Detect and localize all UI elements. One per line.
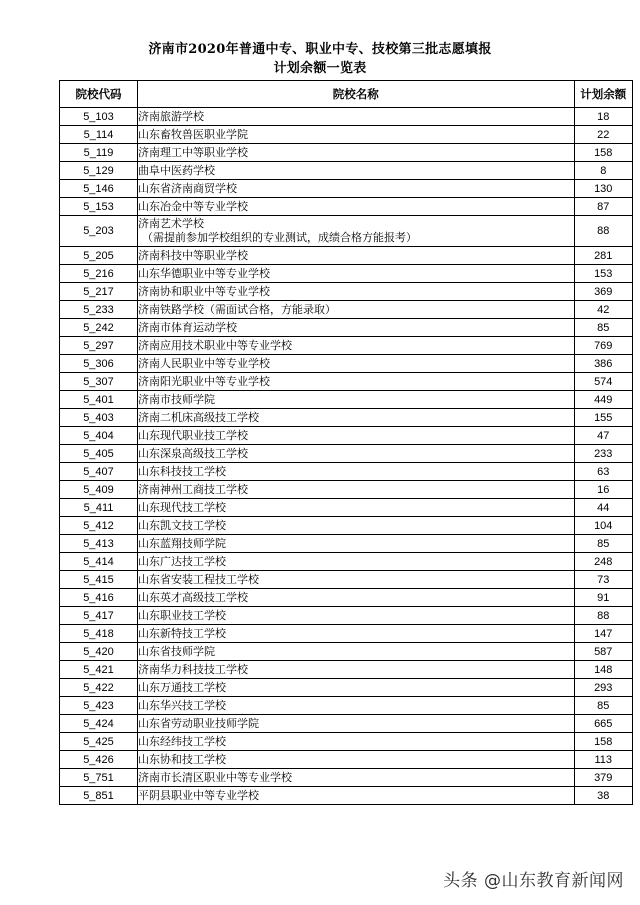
table-row [60, 283, 633, 301]
quota-cell: 88 [574, 607, 633, 625]
school-name-cell [137, 499, 574, 517]
table-row [60, 751, 633, 769]
quota-cell: 87 [574, 198, 633, 216]
table-body [60, 108, 633, 805]
school-code-cell: 5_233 [60, 301, 138, 319]
table-row [60, 787, 633, 805]
school-code-cell: 5_412 [60, 517, 138, 535]
school-name: 山东畜牧兽医职业学院 [137, 127, 248, 141]
school-name-cell [137, 679, 574, 697]
quota-cell: 386 [574, 355, 633, 373]
school-name: 济南科技中等职业学校 [137, 248, 248, 262]
school-name-cell [137, 427, 574, 445]
school-name: 山东省劳动职业技师学院 [137, 716, 259, 730]
school-name-cell [137, 247, 574, 265]
column-header-code: 院校代码 [60, 81, 138, 108]
school-name: 济南神州工商技工学校 [137, 482, 248, 496]
table-row [60, 162, 633, 180]
quota-cell: 47 [574, 427, 633, 445]
quota-cell: 158 [574, 144, 633, 162]
school-code-cell: 5_146 [60, 180, 138, 198]
school-name: 山东凯文技工学校 [137, 518, 226, 532]
table-row [60, 337, 633, 355]
school-code-cell: 5_307 [60, 373, 138, 391]
school-name-cell [137, 180, 574, 198]
quota-cell: 233 [574, 445, 633, 463]
quota-cell: 449 [574, 391, 633, 409]
quota-cell: 153 [574, 265, 633, 283]
school-name: 山东冶金中等专业学校 [137, 199, 248, 213]
table-row [60, 607, 633, 625]
school-code-cell: 5_205 [60, 247, 138, 265]
table-row [60, 571, 633, 589]
school-name-cell [137, 463, 574, 481]
school-name: 山东万通技工学校 [137, 680, 226, 694]
table-row [60, 265, 633, 283]
school-name: 山东广达技工学校 [137, 554, 226, 568]
watermark: 头条 @山东教育新闻网 [443, 871, 624, 891]
school-name: 山东科技技工学校 [137, 464, 226, 478]
school-name-cell [137, 144, 574, 162]
table-row [60, 679, 633, 697]
quota-cell: 73 [574, 571, 633, 589]
school-name: 济南人民职业中等专业学校 [137, 356, 270, 370]
school-name-cell [137, 697, 574, 715]
school-code-cell: 5_403 [60, 409, 138, 427]
table-row [60, 769, 633, 787]
school-name: 济南旅游学校 [137, 109, 204, 123]
school-code-cell: 5_421 [60, 661, 138, 679]
school-name-cell [137, 319, 574, 337]
school-name-cell [137, 643, 574, 661]
school-code-cell: 5_411 [60, 499, 138, 517]
quota-cell: 38 [574, 787, 633, 805]
quota-cell: 587 [574, 643, 633, 661]
school-name-cell [137, 409, 574, 427]
quota-cell: 8 [574, 162, 633, 180]
school-name-cell [137, 571, 574, 589]
school-code-cell: 5_416 [60, 589, 138, 607]
table-row [60, 589, 633, 607]
quota-cell: 158 [574, 733, 633, 751]
page-title: 济南市2020年普通中专、职业中专、技校第三批志愿填报 [148, 42, 492, 57]
school-note: （需提前参加学校组织的专业测试，成绩合格方能报考） [141, 231, 417, 244]
table-row [60, 247, 633, 265]
table-row [60, 535, 633, 553]
quota-cell: 293 [574, 679, 633, 697]
quota-cell: 85 [574, 319, 633, 337]
school-name: 山东新特技工学校 [137, 626, 226, 640]
school-code-cell: 5_425 [60, 733, 138, 751]
table-row [60, 625, 633, 643]
table-row [60, 661, 633, 679]
school-name: 济南市长清区职业中等专业学校 [137, 770, 292, 784]
school-name: 济南艺术学校 [137, 217, 204, 230]
quota-cell: 147 [574, 625, 633, 643]
school-code-cell: 5_203 [60, 216, 138, 247]
school-code-cell: 5_417 [60, 607, 138, 625]
school-name: 济南阳光职业中等专业学校 [137, 374, 270, 388]
quota-cell: 665 [574, 715, 633, 733]
quota-cell: 379 [574, 769, 633, 787]
table-row [60, 319, 633, 337]
school-name: 济南应用技术职业中等专业学校 [137, 338, 292, 352]
school-code-cell: 5_413 [60, 535, 138, 553]
school-name-cell [137, 481, 574, 499]
column-header-quota: 计划余额 [574, 81, 633, 108]
school-name-cell [137, 733, 574, 751]
school-name: 济南二机床高级技工学校 [137, 410, 259, 424]
quota-cell: 16 [574, 481, 633, 499]
school-name: 济南理工中等职业学校 [137, 145, 248, 159]
school-code-cell: 5_423 [60, 697, 138, 715]
quota-cell: 88 [574, 216, 633, 247]
quota-cell: 248 [574, 553, 633, 571]
school-name: 山东省技师学院 [137, 644, 215, 658]
school-code-cell: 5_426 [60, 751, 138, 769]
school-code-cell: 5_422 [60, 679, 138, 697]
school-code-cell: 5_242 [60, 319, 138, 337]
school-code-cell: 5_418 [60, 625, 138, 643]
quota-cell: 104 [574, 517, 633, 535]
school-name-cell [137, 301, 574, 319]
table-row [60, 216, 633, 247]
school-code-cell: 5_129 [60, 162, 138, 180]
quota-cell: 769 [574, 337, 633, 355]
table-row [60, 499, 633, 517]
school-name-cell [137, 391, 574, 409]
table-row [60, 301, 633, 319]
table-row [60, 144, 633, 162]
quota-cell: 42 [574, 301, 633, 319]
quota-cell: 148 [574, 661, 633, 679]
school-code-cell: 5_306 [60, 355, 138, 373]
school-name-cell [137, 445, 574, 463]
quota-cell: 44 [574, 499, 633, 517]
school-name-cell [137, 517, 574, 535]
school-name: 平阴县职业中等专业学校 [137, 788, 259, 802]
school-code-cell: 5_424 [60, 715, 138, 733]
school-code-cell: 5_153 [60, 198, 138, 216]
school-name: 山东英才高级技工学校 [137, 590, 248, 604]
school-name: 山东省安装工程技工学校 [137, 572, 259, 586]
school-code-cell: 5_851 [60, 787, 138, 805]
table-row [60, 409, 633, 427]
school-name: 山东协和技工学校 [137, 752, 226, 766]
quota-cell: 113 [574, 751, 633, 769]
school-name-cell [137, 355, 574, 373]
quota-cell: 130 [574, 180, 633, 198]
school-name-cell [137, 373, 574, 391]
school-code-cell: 5_751 [60, 769, 138, 787]
table-row [60, 553, 633, 571]
school-name-cell [137, 535, 574, 553]
school-name: 山东华德职业中等专业学校 [137, 266, 270, 280]
school-code-cell: 5_414 [60, 553, 138, 571]
table-row [60, 180, 633, 198]
quota-cell: 91 [574, 589, 633, 607]
school-name-cell [137, 198, 574, 216]
table-row [60, 355, 633, 373]
table-row [60, 126, 633, 144]
school-name-cell [137, 607, 574, 625]
table-row [60, 517, 633, 535]
school-name-cell [137, 553, 574, 571]
school-name-cell [137, 216, 574, 247]
school-name: 山东现代职业技工学校 [137, 428, 248, 442]
school-name-cell [137, 126, 574, 144]
table-row [60, 733, 633, 751]
school-name-cell [137, 769, 574, 787]
quota-cell: 281 [574, 247, 633, 265]
school-name-cell [137, 661, 574, 679]
table-row [60, 391, 633, 409]
table-header-row [60, 81, 633, 108]
quota-cell: 369 [574, 283, 633, 301]
school-name: 山东现代技工学校 [137, 500, 226, 514]
school-name-cell [137, 162, 574, 180]
school-name: 济南华力科技技工学校 [137, 662, 248, 676]
school-code-cell: 5_404 [60, 427, 138, 445]
school-name: 济南协和职业中等专业学校 [137, 284, 270, 298]
school-name-cell [137, 715, 574, 733]
school-name: 济南市体育运动学校 [137, 320, 237, 334]
quota-cell: 155 [574, 409, 633, 427]
school-name-cell [137, 625, 574, 643]
title-block [0, 40, 640, 78]
school-code-cell: 5_114 [60, 126, 138, 144]
table-row [60, 198, 633, 216]
quota-cell: 22 [574, 126, 633, 144]
table-row [60, 445, 633, 463]
school-code-cell: 5_415 [60, 571, 138, 589]
quota-cell: 85 [574, 697, 633, 715]
school-code-cell: 5_216 [60, 265, 138, 283]
table-row [60, 427, 633, 445]
school-name: 济南市技师学院 [137, 392, 215, 406]
school-name: 曲阜中医药学校 [137, 163, 215, 177]
table-row [60, 697, 633, 715]
quota-table [59, 80, 633, 805]
school-code-cell: 5_409 [60, 481, 138, 499]
school-name: 山东职业技工学校 [137, 608, 226, 622]
school-code-cell: 5_297 [60, 337, 138, 355]
table-row [60, 715, 633, 733]
quota-cell: 574 [574, 373, 633, 391]
table-row [60, 643, 633, 661]
school-name-cell [137, 283, 574, 301]
school-code-cell: 5_103 [60, 108, 138, 126]
school-code-cell: 5_405 [60, 445, 138, 463]
school-code-cell: 5_401 [60, 391, 138, 409]
school-name: 济南铁路学校（需面试合格，方能录取） [137, 302, 336, 316]
school-name: 山东经纬技工学校 [137, 734, 226, 748]
school-code-cell: 5_420 [60, 643, 138, 661]
page-subtitle: 计划余额一览表 [273, 61, 367, 76]
school-name-cell [137, 751, 574, 769]
school-name: 山东深泉高级技工学校 [137, 446, 248, 460]
school-name-cell [137, 589, 574, 607]
school-name-cell [137, 787, 574, 805]
school-name-cell [137, 337, 574, 355]
school-name: 山东省济南商贸学校 [137, 181, 237, 195]
table-row [60, 108, 633, 126]
table-row [60, 481, 633, 499]
quota-cell: 18 [574, 108, 633, 126]
column-header-name: 院校名称 [137, 81, 574, 108]
school-name-cell [137, 265, 574, 283]
quota-cell: 63 [574, 463, 633, 481]
table-row [60, 463, 633, 481]
school-name-cell [137, 108, 574, 126]
school-name: 山东蓝翔技师学院 [137, 536, 226, 550]
school-code-cell: 5_217 [60, 283, 138, 301]
school-name: 山东华兴技工学校 [137, 698, 226, 712]
table-row [60, 373, 633, 391]
school-code-cell: 5_407 [60, 463, 138, 481]
school-code-cell: 5_119 [60, 144, 138, 162]
quota-cell: 85 [574, 535, 633, 553]
